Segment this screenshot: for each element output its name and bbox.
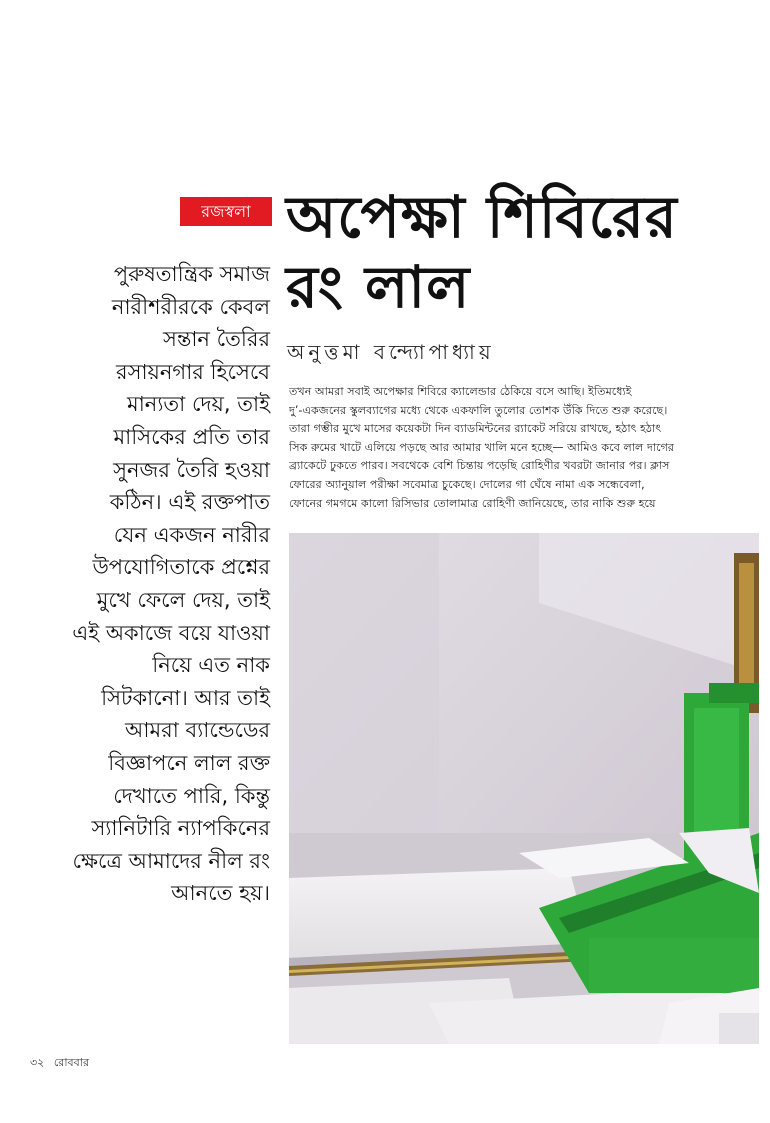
pull-quote-line: সন্তান তৈরির: [162, 327, 270, 352]
body-line: দু’-একজনের স্কুলব্যাগের মধ্যে থেকে একফালি তুলোর তোশক উঁকি দিতে শুরু করেছে।: [289, 403, 668, 417]
body-line: ফোনের গমগমে কালো রিসিভার তোলামাত্র রোহিণী জানিয়েছে, তার নাকি শুরু হয়ে: [289, 496, 656, 510]
pull-quote-line: দেখাতে পারি, কিন্তু: [113, 783, 270, 808]
title-line-1: অপেক্ষা শিবিরের: [286, 183, 678, 251]
pull-quote-line: আমরা ব্যান্ডেডের: [125, 718, 270, 743]
pull-quote-line: আনতে হয়।: [171, 881, 270, 906]
pull-quote-line: উপযোগিতাকে প্রশ্নের: [92, 555, 270, 580]
pull-quote-line: কঠিন। এই রক্তপাত: [109, 490, 270, 515]
pull-quote-line: যেন একজন নারীর: [113, 522, 270, 547]
author-byline: অনুত্তমা বন্দ্যোপাধ্যায়: [287, 340, 495, 364]
title-line-2: রং লাল: [286, 253, 471, 321]
pull-quote-line: ক্ষেত্রে আমাদের নীল রং: [72, 848, 270, 873]
pull-quote-line: পুরুষতান্ত্রিক সমাজ: [113, 262, 270, 286]
pull-quote-line: এই অকাজে বয়ে যাওয়া: [72, 620, 270, 645]
body-line: ফোরের অ্যানুয়াল পরীক্ষা সবেমাত্র চুকেছে। দোলের গা ঘেঁষে নামা এক সন্ধেবেলা,: [289, 477, 645, 491]
body-line: সিক রুমের খাটে এলিয়ে পড়ছে আর আমার খালি মনে হচ্ছে— আমিও কবে লাল দাগের: [289, 440, 675, 454]
pull-quote: [10, 258, 270, 910]
pull-quote-line: সুনজর তৈরি হওয়া: [113, 457, 270, 482]
page-footer: [30, 1054, 95, 1073]
pull-quote-line: মুখে ফেলে দেয়, তাই: [96, 587, 270, 612]
body-line: তখন আমরা সবাই অপেক্ষার শিবিরে ক্যালেন্ডার ঠেকিয়ে বসে আছি। ইতিমধ্যেই: [289, 385, 632, 398]
pull-quote-line: রসায়নগার হিসেবে: [116, 359, 270, 384]
section-tag: রজস্বলা: [180, 197, 272, 226]
pull-quote-line: নারীশরীরকে কেবল: [111, 294, 270, 319]
article-photo: [289, 533, 759, 1044]
pull-quote-line: স্যানিটারি ন্যাপকিনের: [91, 816, 270, 841]
page-number: ৩২: [30, 1056, 45, 1069]
body-line: ব্র্যাকেটে ঢুকতে পারব। সবথেকে বেশি চিন্তায় পড়েছি রোহিণীর খবরটা জানার পর। ক্লাস: [289, 459, 670, 473]
pull-quote-line: বিজ্ঞাপনে লাল রক্ত: [108, 750, 270, 775]
body-line: তারা গম্ভীর মুখে মাসের কয়েকটা দিন ব্যাডমিন্টনের র‍্যাকেট সরিয়ে রাখছে, হঠাৎ হঠাৎ: [289, 422, 662, 436]
pull-quote-line: মাসিকের প্রতি তার: [113, 424, 270, 449]
article-body: [289, 383, 759, 513]
pull-quote-line: নিয়ে এত নাক: [152, 653, 270, 678]
pull-quote-line: সিটকানো। আর তাই: [101, 685, 270, 710]
magazine-name: রোববার: [53, 1056, 90, 1069]
pull-quote-line: মান্যতা দেয়, তাই: [127, 392, 270, 417]
article-title: [286, 182, 756, 322]
